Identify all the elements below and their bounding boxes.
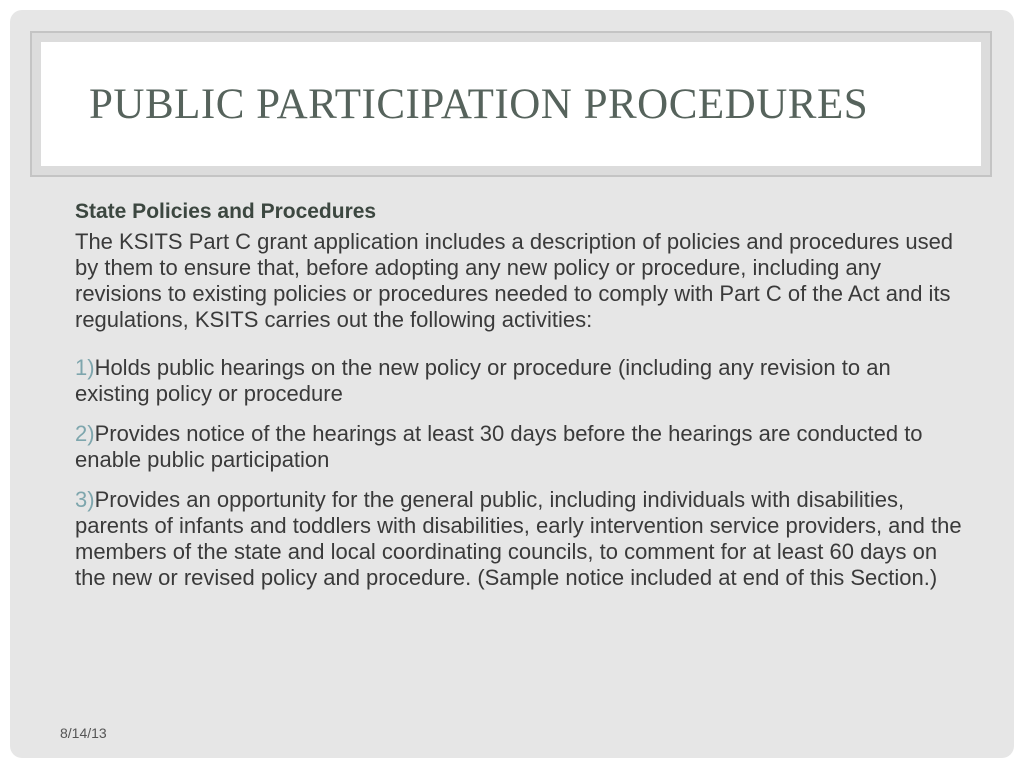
step-item-2 [75, 421, 965, 473]
title-frame [30, 31, 992, 177]
step-number: 3) [75, 487, 95, 512]
title-box [41, 42, 981, 166]
footer-date: 8/14/13 [60, 725, 107, 741]
slide-title: PUBLIC PARTICIPATION PROCEDURES [89, 80, 869, 128]
step-number: 2) [75, 421, 95, 446]
slide [10, 10, 1014, 758]
step-number: 1) [75, 355, 95, 380]
step-text: Holds public hearings on the new policy or procedure (including any revision to an existing policy or procedure [75, 355, 891, 406]
step-item-1 [75, 355, 965, 407]
step-text: Provides notice of the hearings at least 30 days before the hearings are conducted to enable public participation [75, 421, 923, 472]
step-item-3 [75, 487, 965, 591]
slide-content [75, 200, 965, 605]
step-text: Provides an opportunity for the general public, including individuals with disabilities, parents of infants and toddlers with disabilities, early intervention service providers, and the members of the state and local coordinating councils, to comment for at least 60 days on the new or revised policy and procedure. (Sample notice included at end of this Section.) [75, 487, 962, 590]
intro-paragraph: The KSITS Part C grant application includes a description of policies and procedures used by them to ensure that, before adopting any new policy or procedure, including any revisions to existing policies or procedures needed to comply with Part C of the Act and its regulations, KSITS carries out the following activities: [75, 229, 954, 332]
subheading: State Policies and Procedures [75, 200, 377, 223]
